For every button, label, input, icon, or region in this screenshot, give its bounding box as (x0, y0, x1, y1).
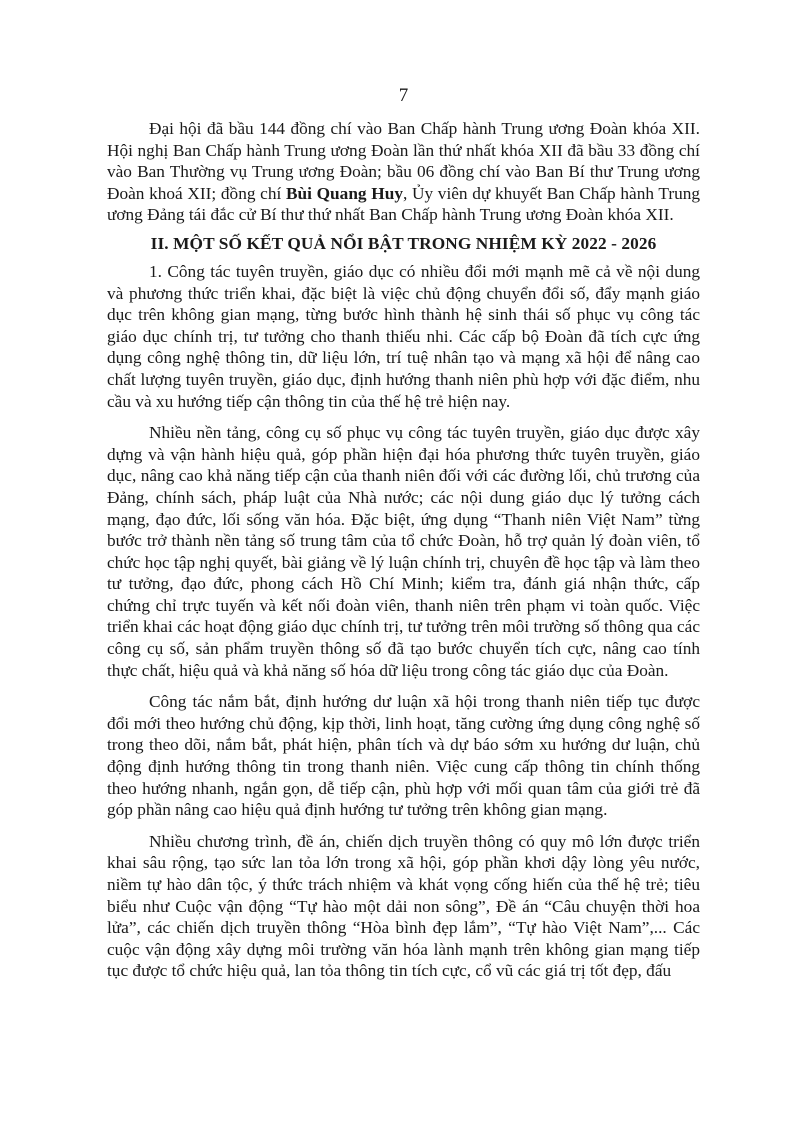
section-heading: II. MỘT SỐ KẾT QUẢ NỔI BẬT TRONG NHIỆM KỲ 2022 - 2026 (150, 233, 657, 253)
paragraph-campaigns: Nhiều chương trình, đề án, chiến dịch truyền thông có quy mô lớn được triển khai sâu rộng, tạo sức lan tỏa lớn trong xã hội, góp phần khơi dậy lòng yêu nước, niềm tự hào dân tộc, ý thức trách nhiệm và khát vọng cống hiến của thế hệ trẻ; tiêu biểu như Cuộc vận động “Tự hào một dải non sông”, Đề án “Câu chuyện thời hoa lửa”, các chiến dịch truyền thông “Hòa bình đẹp lắm”, “Tự hào Việt Nam”,... Các cuộc vận động xây dựng môi trường văn hóa lành mạnh trên không gian mạng tiếp tục được tổ chức hiệu quả, lan tỏa thông tin tích cực, cổ vũ các giá trị tốt đẹp, đấu (107, 831, 700, 981)
paragraph-public-opinion: Công tác nắm bắt, định hướng dư luận xã hội trong thanh niên tiếp tục được đổi mới theo hướng chủ động, kịp thời, linh hoạt, tăng cường ứng dụng công nghệ số trong theo dõi, nắm bắt, phát hiện, phân tích và dự báo sớm xu hướng dư luận, chủ động định hướng thông tin trong thanh niên. Việc cung cấp thông tin chính thống theo hướng nhanh, ngắn gọn, dễ tiếp cận, phù hợp với mối quan tâm của giới trẻ đã góp phần nâng cao hiệu quả định hướng tư tưởng trên không gian mạng. (107, 692, 700, 820)
paragraph-communication: 1. Công tác tuyên truyền, giáo dục có nhiều đổi mới mạnh mẽ cả về nội dung và phương thức triển khai, đặc biệt là việc chủ động chuyển đổi số, đẩy mạnh giáo dục trên không gian mạng, từng bước hình thành hệ sinh thái số phục vụ công tác giáo dục chính trị, tư tưởng cho thanh thiếu nhi. Các cấp bộ Đoàn đã tích cực ứng dụng công nghệ thông tin, dữ liệu lớn, trí tuệ nhân tạo và mạng xã hội để nâng cao chất lượng tuyên truyền, giáo dục, định hướng thanh niên phù hợp với đặc điểm, nhu cầu và xu hướng tiếp cận thông tin của thế hệ trẻ hiện nay. (107, 261, 700, 411)
page-number: 7 (398, 85, 409, 106)
paragraph-digital-platforms: Nhiều nền tảng, công cụ số phục vụ công tác tuyên truyền, giáo dục được xây dựng và vận hành hiệu quả, góp phần hiện đại hóa phương thức tuyên truyền, giáo dục, nâng cao khả năng tiếp cận của thanh niên đối với các đường lối, chủ trương của Đảng, chính sách, pháp luật của Nhà nước; các nội dung giáo dục lý tưởng cách mạng, đạo đức, lối sống văn hóa. Đặc biệt, ứng dụng “Thanh niên Việt Nam” từng bước trở thành nền tảng số trung tâm của tổ chức Đoàn, hỗ trợ quản lý đoàn viên, tổ chức học tập nghị quyết, bài giảng về lý luận chính trị, chuyên đề học tập và làm theo tư tưởng, đạo đức, phong cách Hồ Chí Minh; kiểm tra, đánh giá nhận thức, cấp chứng chỉ trực tuyến và kết nối đoàn viên, thanh niên trên phạm vi toàn quốc. Việc triển khai các hoạt động giáo dục chính trị, tư tưởng trên môi trường số thông qua các công cụ số, sản phẩm truyền thông số đã tạo bước chuyển tích cực, nâng cao tính thực chất, hiệu quả và khả năng số hóa dữ liệu trong công tác giáo dục của Đoàn. (107, 423, 700, 680)
intro-paragraph (107, 118, 700, 226)
secretary-name: Bùi Quang Huy (285, 183, 403, 203)
intro-text-2: , Ủy viên dự khuyết Ban Chấp hành Trung ương Đảng tái đắc cử Bí thư thứ nhất Ban Chấp hành Trung ương Đoàn khóa XII. (107, 183, 701, 225)
intro-text-1: Đại hội đã bầu 144 đồng chí vào Ban Chấp hành Trung ương Đoàn khóa XII. Hội nghị Ban Chấp hành Trung ương Đoàn lần thứ nhất khóa XII đã bầu 33 đồng chí vào Ban Thường vụ Trung ương Đoàn; bầu 06 đồng chí vào Ban Bí thư Trung ương Đoàn khoá XII; đồng chí (107, 119, 700, 203)
